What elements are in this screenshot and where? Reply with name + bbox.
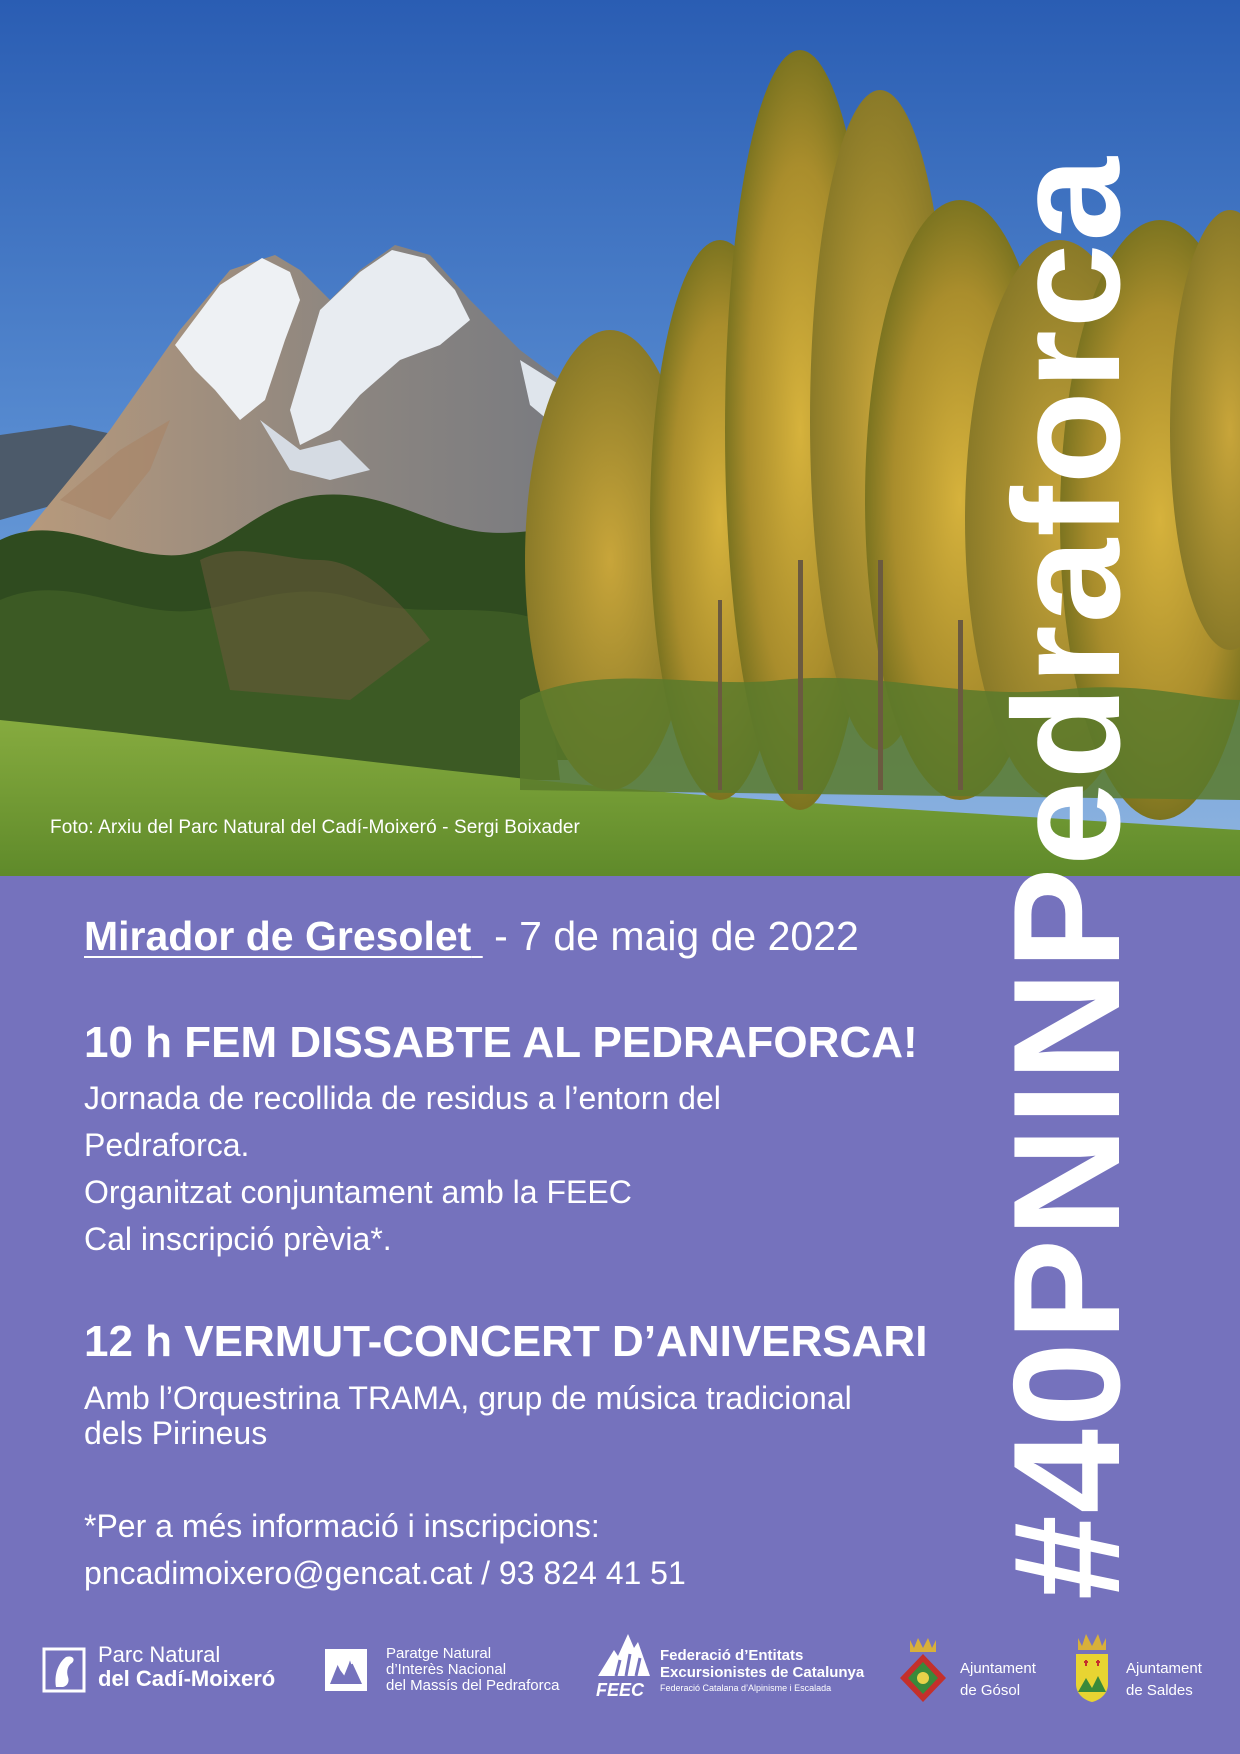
hashtag-container [982, 80, 1152, 1600]
paratge-natural-logo [324, 1640, 584, 1700]
saldes-line2: de Saldes [1126, 1682, 1193, 1699]
event2-heading: 12 h VERMUT-CONCERT D’ANIVERSARI [84, 1317, 928, 1366]
feec-mountain-icon [594, 1630, 654, 1680]
feec-line2: Excursionistes de Catalunya [660, 1664, 865, 1681]
parc-natural-line2: del Cadí-Moixeró [98, 1666, 276, 1691]
event-date: - 7 de maig de 2022 [482, 913, 859, 959]
saldes-coat-of-arms-icon [1070, 1632, 1114, 1704]
event-location-date [84, 913, 859, 960]
event1-heading: 10 h FEM DISSABTE AL PEDRAFORCA! [84, 1018, 918, 1067]
event2-line: dels Pirineus [84, 1415, 268, 1451]
parc-natural-mark-icon [42, 1647, 86, 1693]
sponsor-logos [0, 1620, 1240, 1730]
event2-line: Amb l’Orquestrina TRAMA, grup de música tradicional [84, 1380, 852, 1416]
saldes-line1: Ajuntament [1126, 1660, 1202, 1677]
parc-natural-logo [40, 1640, 310, 1700]
parc-natural-line1: Parc Natural [98, 1642, 221, 1667]
hashtag-vertical-text: #40PNINPedraforca [982, 155, 1152, 1600]
feec-acronym: FEEC [596, 1680, 645, 1700]
gosol-line1: Ajuntament [960, 1660, 1036, 1677]
contact-info: pncadimoixero@gencat.cat / 93 824 41 51 [84, 1555, 686, 1591]
ajuntament-saldes-logo [1070, 1632, 1240, 1712]
event1-line: Jornada de recollida de residus a l’entorn del [84, 1080, 721, 1116]
paratge-line3: del Massís del Pedraforca [386, 1677, 560, 1694]
paratge-line2: d’Interès Nacional [386, 1661, 507, 1678]
info-heading: *Per a més informació i inscripcions: [84, 1508, 600, 1544]
paratge-line1: Paratge Natural [386, 1645, 492, 1662]
location-name: Mirador de Gresolet [84, 913, 472, 959]
event1-line: Organitzat conjuntament amb la FEEC [84, 1174, 632, 1210]
event1-line: Pedraforca. [84, 1127, 250, 1163]
ajuntament-gosol-logo [898, 1634, 1048, 1714]
pedraforca-mark-icon [324, 1648, 368, 1692]
photo-credit: Foto: Arxiu del Parc Natural del Cadí-Moixeró - Sergi Boixader [50, 817, 580, 838]
feec-line3: Federació Catalana d’Alpinisme i Escalada [660, 1683, 832, 1693]
feec-logo [594, 1630, 874, 1705]
event1-line: Cal inscripció prèvia*. [84, 1221, 392, 1257]
gosol-line2: de Gósol [960, 1682, 1021, 1699]
gosol-coat-of-arms-icon [898, 1634, 948, 1704]
feec-line1: Federació d’Entitats [660, 1647, 804, 1664]
